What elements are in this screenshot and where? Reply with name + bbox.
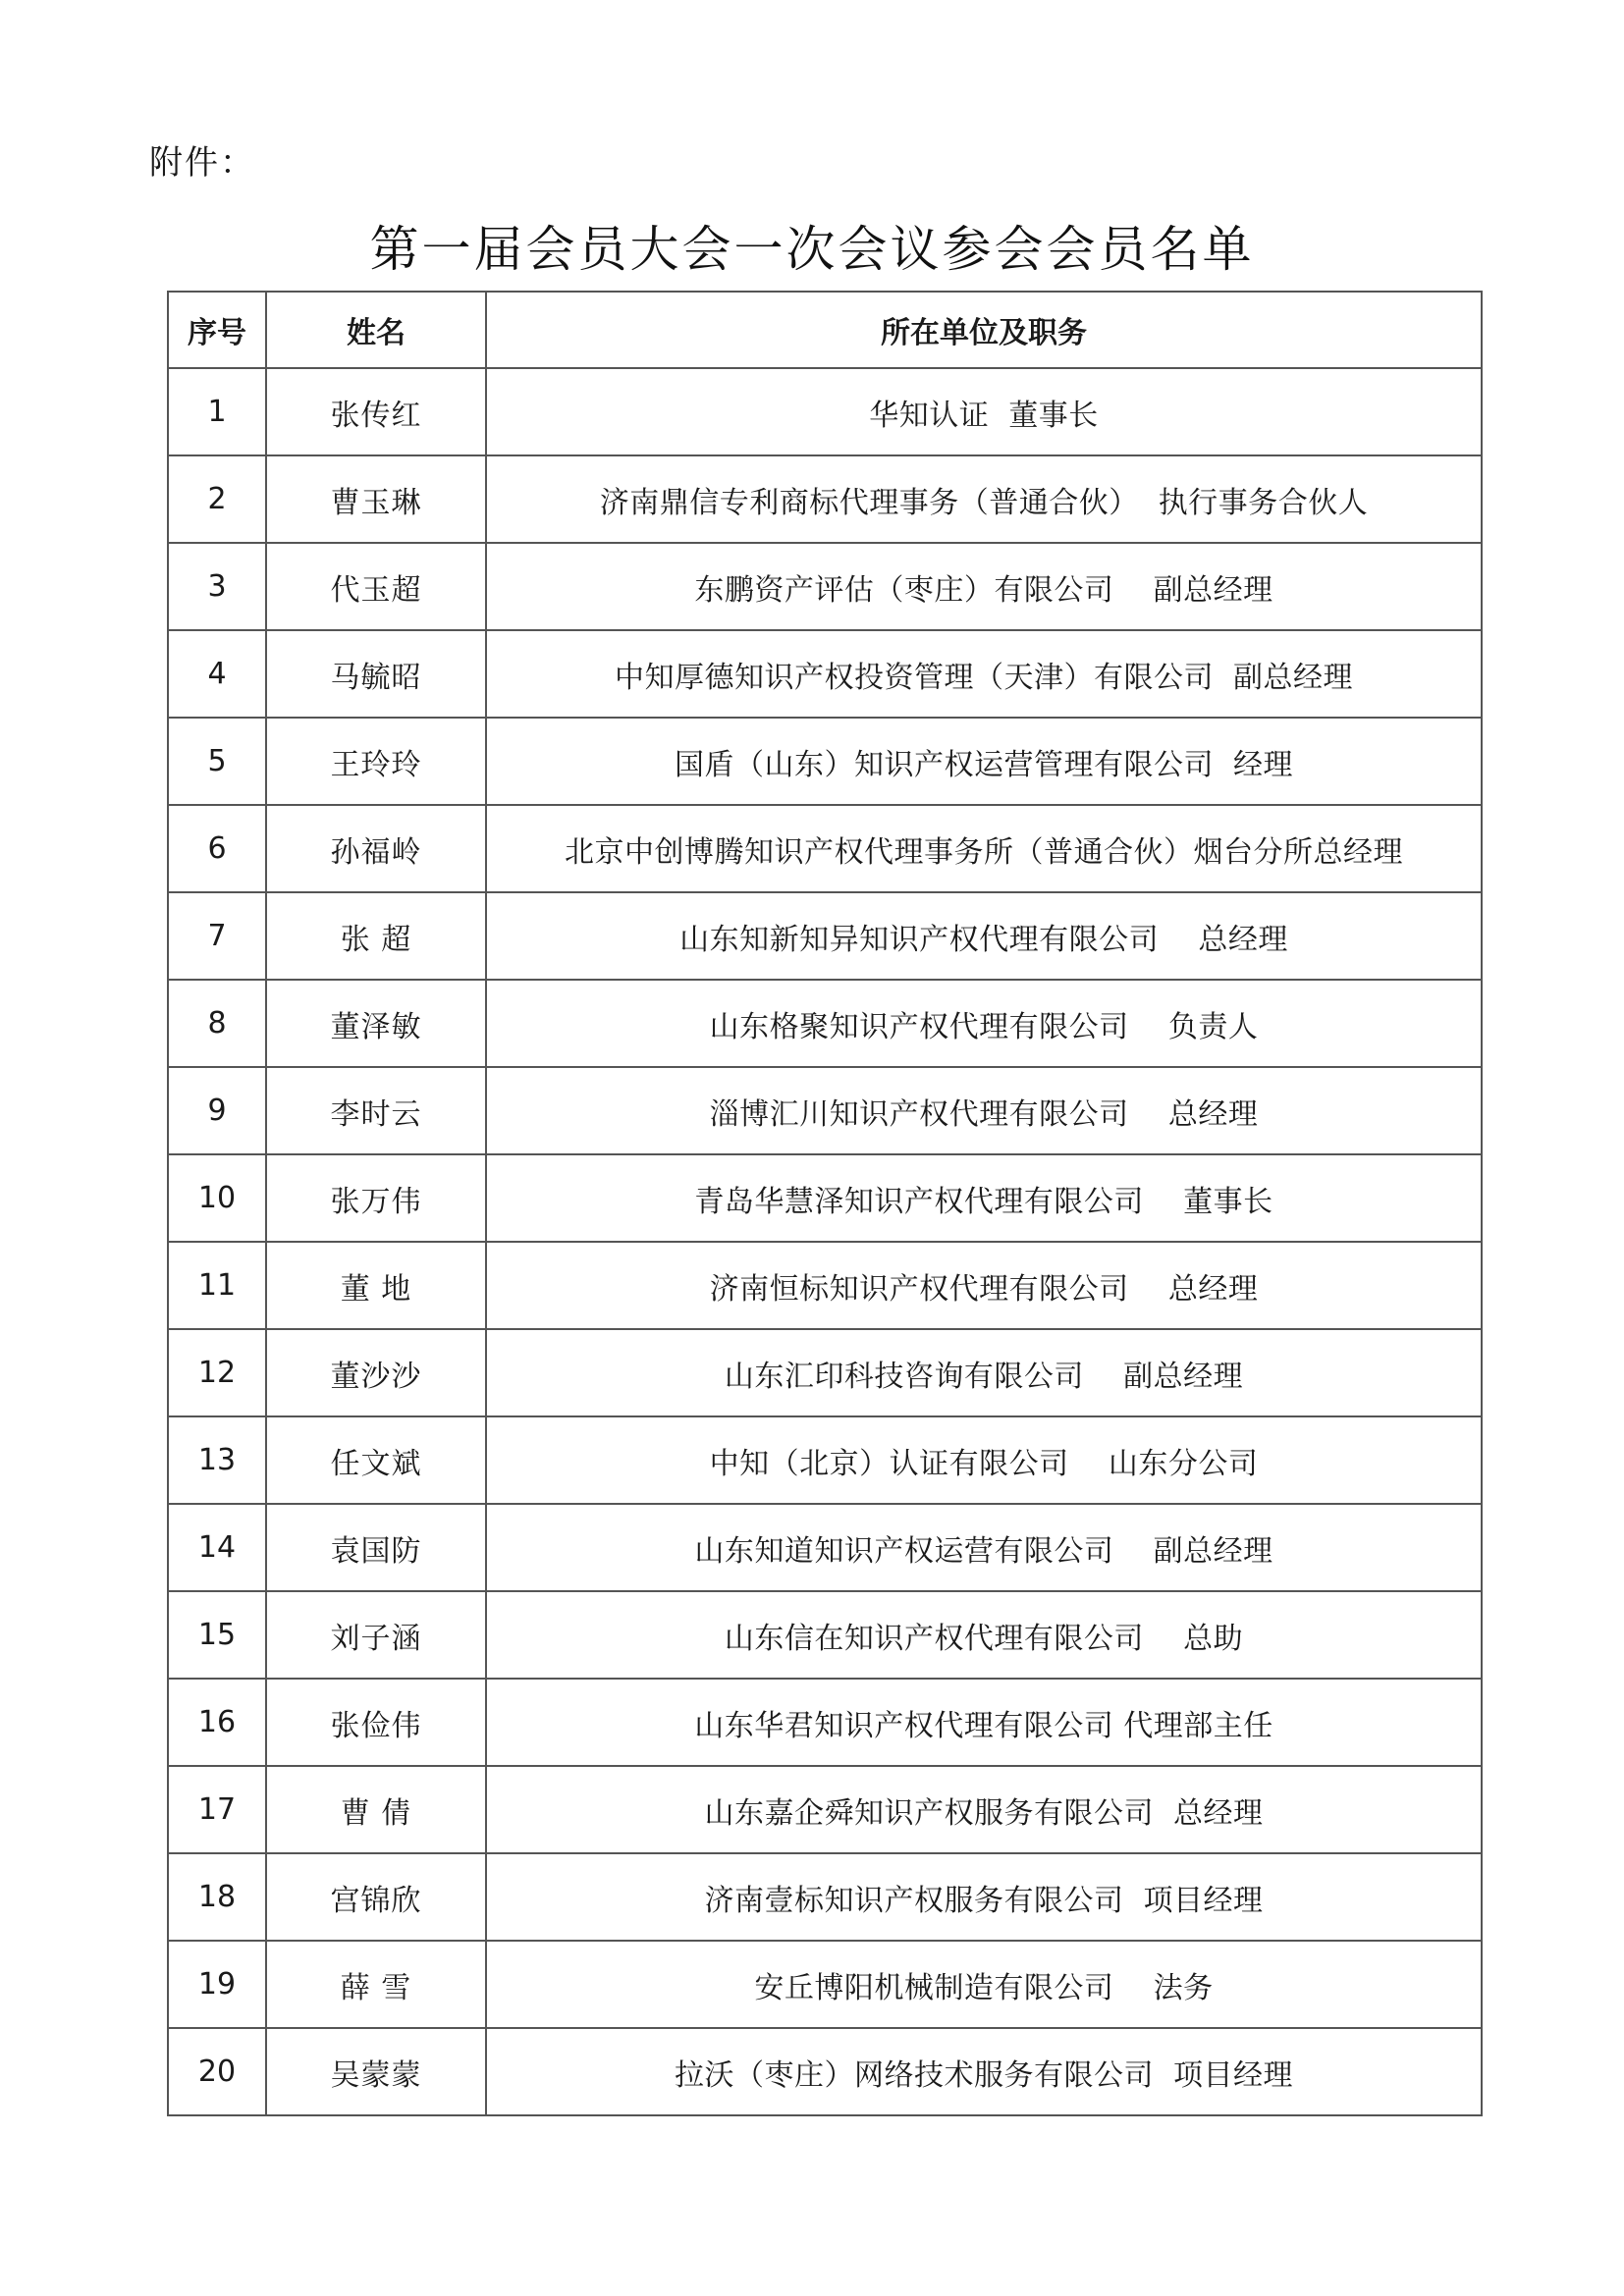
table-row bbox=[168, 1154, 1482, 1242]
table-row bbox=[168, 1416, 1482, 1504]
header-name: 姓名 bbox=[266, 292, 486, 368]
table-row bbox=[168, 980, 1482, 1067]
cell-member-name: 马毓昭 bbox=[266, 630, 486, 718]
cell-unit-and-position: 华知认证 董事长 bbox=[486, 368, 1482, 455]
cell-unit-and-position: 济南鼎信专利商标代理事务（普通合伙） 执行事务合伙人 bbox=[486, 455, 1482, 543]
cell-serial-number: 12 bbox=[168, 1329, 266, 1416]
table-row bbox=[168, 892, 1482, 980]
cell-unit-and-position: 山东知道知识产权运营有限公司 副总经理 bbox=[486, 1504, 1482, 1591]
header-row bbox=[168, 292, 1482, 368]
table-row bbox=[168, 1766, 1482, 1853]
cell-serial-number: 19 bbox=[168, 1941, 266, 2028]
cell-member-name: 袁国防 bbox=[266, 1504, 486, 1591]
cell-member-name: 薛 雪 bbox=[266, 1941, 486, 2028]
cell-member-name: 孙福岭 bbox=[266, 805, 486, 892]
cell-member-name: 董 地 bbox=[266, 1242, 486, 1329]
cell-serial-number: 5 bbox=[168, 718, 266, 805]
cell-member-name: 张俭伟 bbox=[266, 1679, 486, 1766]
table-row bbox=[168, 718, 1482, 805]
cell-member-name: 宫锦欣 bbox=[266, 1853, 486, 1941]
table-row bbox=[168, 1591, 1482, 1679]
cell-unit-and-position: 山东信在知识产权代理有限公司 总助 bbox=[486, 1591, 1482, 1679]
cell-unit-and-position: 中知（北京）认证有限公司 山东分公司 bbox=[486, 1416, 1482, 1504]
cell-serial-number: 8 bbox=[168, 980, 266, 1067]
cell-serial-number: 4 bbox=[168, 630, 266, 718]
cell-member-name: 李时云 bbox=[266, 1067, 486, 1154]
cell-serial-number: 3 bbox=[168, 543, 266, 630]
cell-unit-and-position: 北京中创博腾知识产权代理事务所（普通合伙）烟台分所总经理 bbox=[486, 805, 1482, 892]
cell-member-name: 董沙沙 bbox=[266, 1329, 486, 1416]
attachment-label: 附件： bbox=[149, 143, 255, 183]
table-row bbox=[168, 630, 1482, 718]
table-row bbox=[168, 1504, 1482, 1591]
cell-serial-number: 10 bbox=[168, 1154, 266, 1242]
cell-member-name: 张传红 bbox=[266, 368, 486, 455]
cell-unit-and-position: 国盾（山东）知识产权运营管理有限公司 经理 bbox=[486, 718, 1482, 805]
cell-member-name: 曹玉琳 bbox=[266, 455, 486, 543]
cell-member-name: 王玲玲 bbox=[266, 718, 486, 805]
cell-unit-and-position: 拉沃（枣庄）网络技术服务有限公司 项目经理 bbox=[486, 2028, 1482, 2115]
cell-serial-number: 20 bbox=[168, 2028, 266, 2115]
cell-unit-and-position: 山东汇印科技咨询有限公司 副总经理 bbox=[486, 1329, 1482, 1416]
table-row bbox=[168, 805, 1482, 892]
member-roster-table bbox=[167, 291, 1483, 2116]
cell-serial-number: 14 bbox=[168, 1504, 266, 1591]
table-row bbox=[168, 368, 1482, 455]
cell-unit-and-position: 山东嘉企舜知识产权服务有限公司 总经理 bbox=[486, 1766, 1482, 1853]
header-unit-and-position: 所在单位及职务 bbox=[486, 292, 1482, 368]
cell-serial-number: 9 bbox=[168, 1067, 266, 1154]
cell-member-name: 张 超 bbox=[266, 892, 486, 980]
cell-unit-and-position: 山东华君知识产权代理有限公司 代理部主任 bbox=[486, 1679, 1482, 1766]
cell-unit-and-position: 山东格聚知识产权代理有限公司 负责人 bbox=[486, 980, 1482, 1067]
table-row bbox=[168, 1853, 1482, 1941]
header-serial-number: 序号 bbox=[168, 292, 266, 368]
table-row bbox=[168, 1329, 1482, 1416]
cell-member-name: 董泽敏 bbox=[266, 980, 486, 1067]
cell-unit-and-position: 中知厚德知识产权投资管理（天津）有限公司 副总经理 bbox=[486, 630, 1482, 718]
cell-member-name: 任文斌 bbox=[266, 1416, 486, 1504]
cell-member-name: 刘子涵 bbox=[266, 1591, 486, 1679]
table-body bbox=[168, 368, 1482, 2115]
cell-unit-and-position: 青岛华慧泽知识产权代理有限公司 董事长 bbox=[486, 1154, 1482, 1242]
cell-member-name: 张万伟 bbox=[266, 1154, 486, 1242]
table-row bbox=[168, 455, 1482, 543]
cell-serial-number: 16 bbox=[168, 1679, 266, 1766]
cell-serial-number: 17 bbox=[168, 1766, 266, 1853]
cell-serial-number: 6 bbox=[168, 805, 266, 892]
cell-serial-number: 13 bbox=[168, 1416, 266, 1504]
table-row bbox=[168, 2028, 1482, 2115]
cell-unit-and-position: 济南恒标知识产权代理有限公司 总经理 bbox=[486, 1242, 1482, 1329]
table-row bbox=[168, 1941, 1482, 2028]
cell-member-name: 吴蒙蒙 bbox=[266, 2028, 486, 2115]
cell-member-name: 代玉超 bbox=[266, 543, 486, 630]
table-row bbox=[168, 1067, 1482, 1154]
cell-unit-and-position: 东鹏资产评估（枣庄）有限公司 副总经理 bbox=[486, 543, 1482, 630]
table-header bbox=[168, 292, 1482, 368]
cell-serial-number: 1 bbox=[168, 368, 266, 455]
cell-serial-number: 11 bbox=[168, 1242, 266, 1329]
cell-member-name: 曹 倩 bbox=[266, 1766, 486, 1853]
cell-unit-and-position: 安丘博阳机械制造有限公司 法务 bbox=[486, 1941, 1482, 2028]
cell-unit-and-position: 济南壹标知识产权服务有限公司 项目经理 bbox=[486, 1853, 1482, 1941]
cell-serial-number: 15 bbox=[168, 1591, 266, 1679]
table-row bbox=[168, 1242, 1482, 1329]
cell-unit-and-position: 山东知新知异知识产权代理有限公司 总经理 bbox=[486, 892, 1482, 980]
cell-serial-number: 7 bbox=[168, 892, 266, 980]
cell-unit-and-position: 淄博汇川知识产权代理有限公司 总经理 bbox=[486, 1067, 1482, 1154]
cell-serial-number: 2 bbox=[168, 455, 266, 543]
table-row bbox=[168, 1679, 1482, 1766]
table-row bbox=[168, 543, 1482, 630]
page-title: 第一届会员大会一次会议参会会员名单 bbox=[369, 221, 1255, 278]
cell-serial-number: 18 bbox=[168, 1853, 266, 1941]
